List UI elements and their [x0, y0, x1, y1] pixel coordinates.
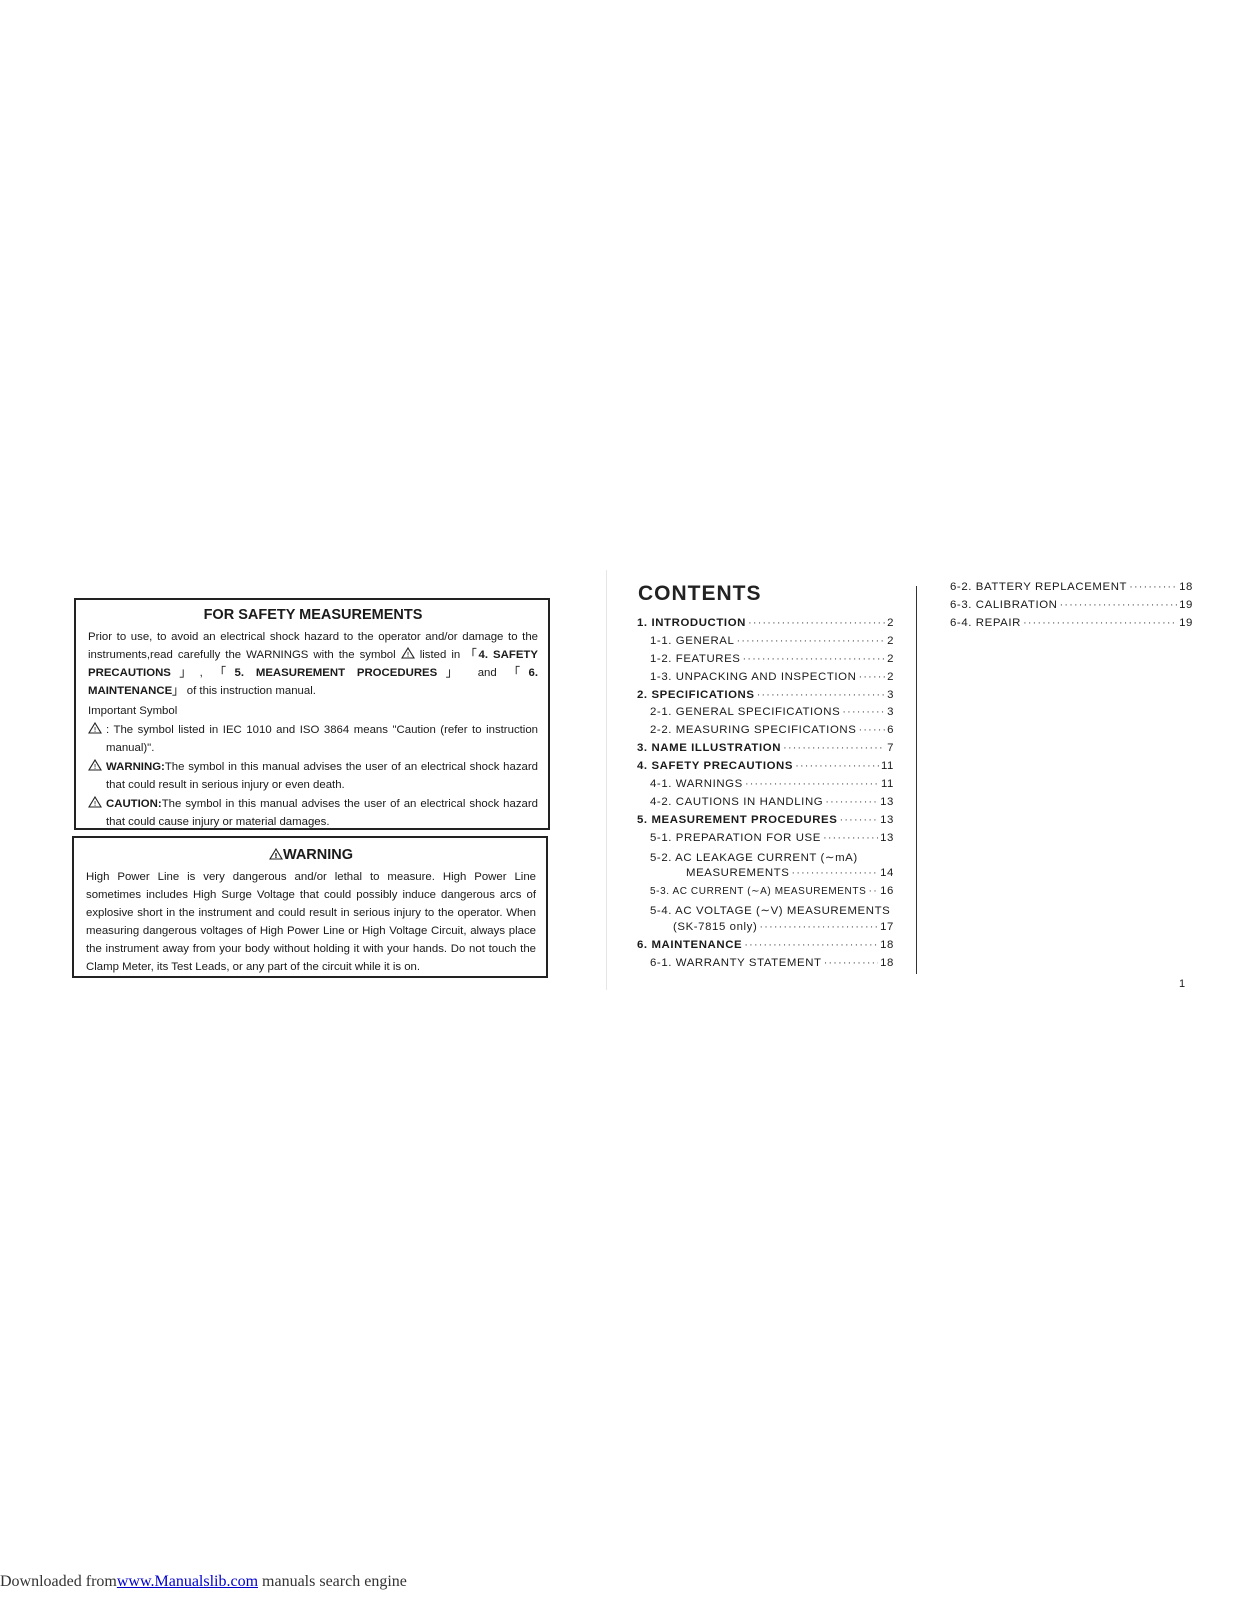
toc-leader [759, 921, 878, 933]
toc-leader [858, 671, 885, 683]
toc-leader [745, 778, 879, 790]
toc-leader [795, 760, 879, 772]
toc-entry[interactable] [637, 903, 894, 921]
symbol-caution-row [88, 721, 538, 757]
warning-label: WARNING: [106, 761, 165, 773]
toc-entry[interactable] [637, 850, 894, 868]
toc-leader [1129, 581, 1177, 593]
toc-page: 11 [880, 760, 894, 773]
toc-entry[interactable] [637, 921, 894, 939]
toc-page: 17 [880, 921, 894, 934]
toc-leader [783, 742, 885, 754]
toc-entry[interactable] [637, 885, 894, 903]
safety-title: FOR SAFETY MEASUREMENTS [203, 607, 423, 623]
safety-ref-safety-precautions: 「4. SAFETY PRECAUTIONS」 [88, 649, 538, 679]
toc-page: 18 [1179, 581, 1193, 593]
toc-label: 2-2. MEASURING SPECIFICATIONS [650, 724, 857, 737]
toc-leader [839, 814, 878, 826]
toc-leader [748, 617, 885, 629]
contents-heading: CONTENTS [638, 582, 762, 605]
manualslib-link[interactable]: www.Manualslib.com [116, 1573, 259, 1590]
toc-leader [825, 796, 878, 808]
safety-intro-text-3: of this instruction manual. [186, 685, 316, 697]
toc-entry[interactable] [637, 617, 894, 635]
toc-label: 4-2. CAUTIONS IN HANDLING [650, 795, 824, 808]
caution-symbol-row [88, 795, 538, 831]
toc-left-column [637, 617, 894, 975]
toc-leader [744, 939, 878, 951]
toc-leader [868, 885, 878, 897]
symbol-meaning-text: : The symbol listed in IEC 1010 and ISO 3864 means "Caution (refer to instruction manual)". [106, 724, 538, 754]
toc-page: 13 [880, 795, 894, 808]
toc-page: 2 [887, 617, 894, 629]
toc-leader [858, 724, 885, 736]
svg-text:!: ! [274, 852, 278, 860]
safety-ref-measurement-procedures: 「5. MEASUREMENT PROCEDURES」 [214, 667, 466, 679]
toc-leader [736, 635, 885, 647]
toc-entry[interactable] [637, 867, 894, 885]
toc-entry[interactable] [637, 832, 894, 850]
toc-leader [757, 689, 885, 701]
toc-page: 13 [880, 831, 894, 844]
toc-label: 2. SPECIFICATIONS [637, 688, 755, 701]
warning-body: High Power Line is very dangerous and/or lethal to measure. High Power Line sometimes includes High Surge Voltage that could possibly induce dangerous arcs of explosive short in the instrument and could result in serious injury to the operator. When measuring dangerous voltages of High Power Line or High Voltage Circuit, always place the instrument away from your body without holding it with your hands. Do not touch the Clamp Meter, its Test Leads, or any part of the circuit while it is on. [86, 871, 536, 973]
toc-right-column [950, 581, 1193, 635]
toc-entry[interactable] [637, 778, 894, 796]
toc-leader [1023, 617, 1177, 629]
toc-page: 11 [880, 778, 894, 791]
toc-entry[interactable] [950, 617, 1193, 635]
download-footer [0, 1573, 407, 1591]
toc-label: 1-3. UNPACKING AND INSPECTION [650, 670, 857, 683]
column-divider [916, 586, 917, 974]
toc-label: 6-2. BATTERY REPLACEMENT [950, 581, 1128, 593]
toc-leader [824, 957, 879, 969]
safety-intro [88, 628, 538, 700]
toc-entry[interactable] [637, 689, 894, 707]
page-fold-edge [606, 570, 607, 990]
safety-measurements-box [74, 598, 550, 830]
toc-label: 1. INTRODUCTION [637, 617, 746, 629]
safety-ref-maintenance: 「6. MAINTENANCE」 [88, 667, 539, 697]
toc-page: 3 [887, 706, 894, 719]
toc-entry[interactable] [637, 814, 894, 832]
warning-triangle-icon [269, 848, 283, 860]
toc-label: 4-1. WARNINGS [650, 778, 743, 791]
toc-page: 13 [880, 813, 894, 826]
toc-entry[interactable] [637, 635, 894, 653]
toc-page: 2 [887, 652, 894, 665]
toc-page: 16 [880, 885, 894, 898]
toc-label: 5-3. AC CURRENT (∼A) MEASUREMENTS [650, 886, 867, 898]
toc-page: 3 [887, 688, 894, 701]
toc-label: 6. MAINTENANCE [637, 939, 743, 952]
toc-page: 18 [880, 939, 894, 952]
warning-triangle-icon [88, 758, 106, 794]
warning-text: The symbol in this manual advises the user of an electrical shock hazard that could result in serious injury or even death. [106, 761, 538, 791]
toc-leader [1060, 599, 1178, 611]
toc-label: MEASUREMENTS [686, 867, 790, 880]
toc-label: 2-1. GENERAL SPECIFICATIONS [650, 706, 841, 719]
toc-leader [743, 653, 886, 665]
toc-entry[interactable] [637, 796, 894, 814]
toc-label: (SK-7815 only) [673, 921, 758, 934]
toc-leader [791, 867, 878, 879]
caution-triangle-icon [88, 795, 106, 831]
important-symbol-heading: Important Symbol [88, 705, 178, 717]
footer-prefix: Downloaded from [0, 1573, 117, 1590]
toc-page: 19 [1179, 598, 1193, 611]
toc-label: 3. NAME ILLUSTRATION [637, 742, 782, 755]
toc-page: 2 [887, 634, 894, 647]
toc-label: 5-1. PREPARATION FOR USE [650, 831, 821, 844]
toc-label: 4. SAFETY PRECAUTIONS [637, 760, 794, 773]
toc-page: 7 [887, 742, 894, 755]
caution-label: CAUTION: [106, 798, 162, 810]
svg-text:!: ! [93, 800, 97, 808]
caution-triangle-icon [401, 647, 415, 659]
safety-intro-text-2: listed in [419, 649, 461, 661]
warning-box [72, 836, 548, 978]
toc-label: 6-1. WARRANTY STATEMENT [650, 956, 822, 969]
toc-page: 2 [887, 670, 894, 683]
toc-page: 18 [880, 956, 894, 969]
warning-title-text: WARNING [282, 847, 354, 863]
toc-entry[interactable] [637, 760, 894, 778]
toc-entry[interactable] [637, 939, 894, 957]
toc-entry[interactable] [637, 724, 894, 742]
toc-entry[interactable] [637, 957, 894, 975]
toc-label: 1-1. GENERAL [650, 634, 735, 647]
svg-text:!: ! [93, 726, 97, 734]
toc-label: 5-2. AC LEAKAGE CURRENT (∼mA) [650, 851, 858, 864]
svg-text:!: ! [93, 763, 97, 771]
toc-page: 14 [880, 867, 894, 880]
separator-and: and [477, 667, 497, 679]
toc-label: 6-4. REPAIR [950, 616, 1021, 629]
toc-entry[interactable] [950, 599, 1193, 617]
svg-text:!: ! [406, 651, 410, 659]
toc-page: 6 [887, 724, 894, 737]
toc-leader [842, 706, 885, 718]
footer-suffix: manuals search engine [262, 1573, 407, 1590]
page-number: 1 [1179, 978, 1186, 990]
toc-entry[interactable] [637, 671, 894, 689]
caution-triangle-icon [88, 721, 106, 757]
toc-label: 6-3. CALIBRATION [950, 598, 1058, 611]
toc-entry[interactable] [637, 706, 894, 724]
warning-title [86, 846, 536, 864]
safety-intro-text-1: Prior to use, to avoid an electrical shock hazard to the operator and/or damage to the instruments,read carefully the WARNINGS with the symbol [88, 631, 538, 661]
toc-entry[interactable] [950, 581, 1193, 599]
separator: , [199, 667, 203, 679]
toc-leader [823, 832, 878, 844]
toc-label: 1-2. FEATURES [650, 652, 741, 665]
caution-text: The symbol in this manual advises the user of an electrical shock hazard that could cause injury or material damages. [106, 798, 538, 828]
toc-label: 5. MEASUREMENT PROCEDURES [637, 813, 838, 826]
toc-label: 5-4. AC VOLTAGE (∼V) MEASUREMENTS [650, 905, 891, 918]
warning-symbol-row [88, 758, 538, 794]
toc-entry[interactable] [637, 653, 894, 671]
toc-entry[interactable] [637, 742, 894, 760]
toc-page: 19 [1179, 616, 1193, 629]
